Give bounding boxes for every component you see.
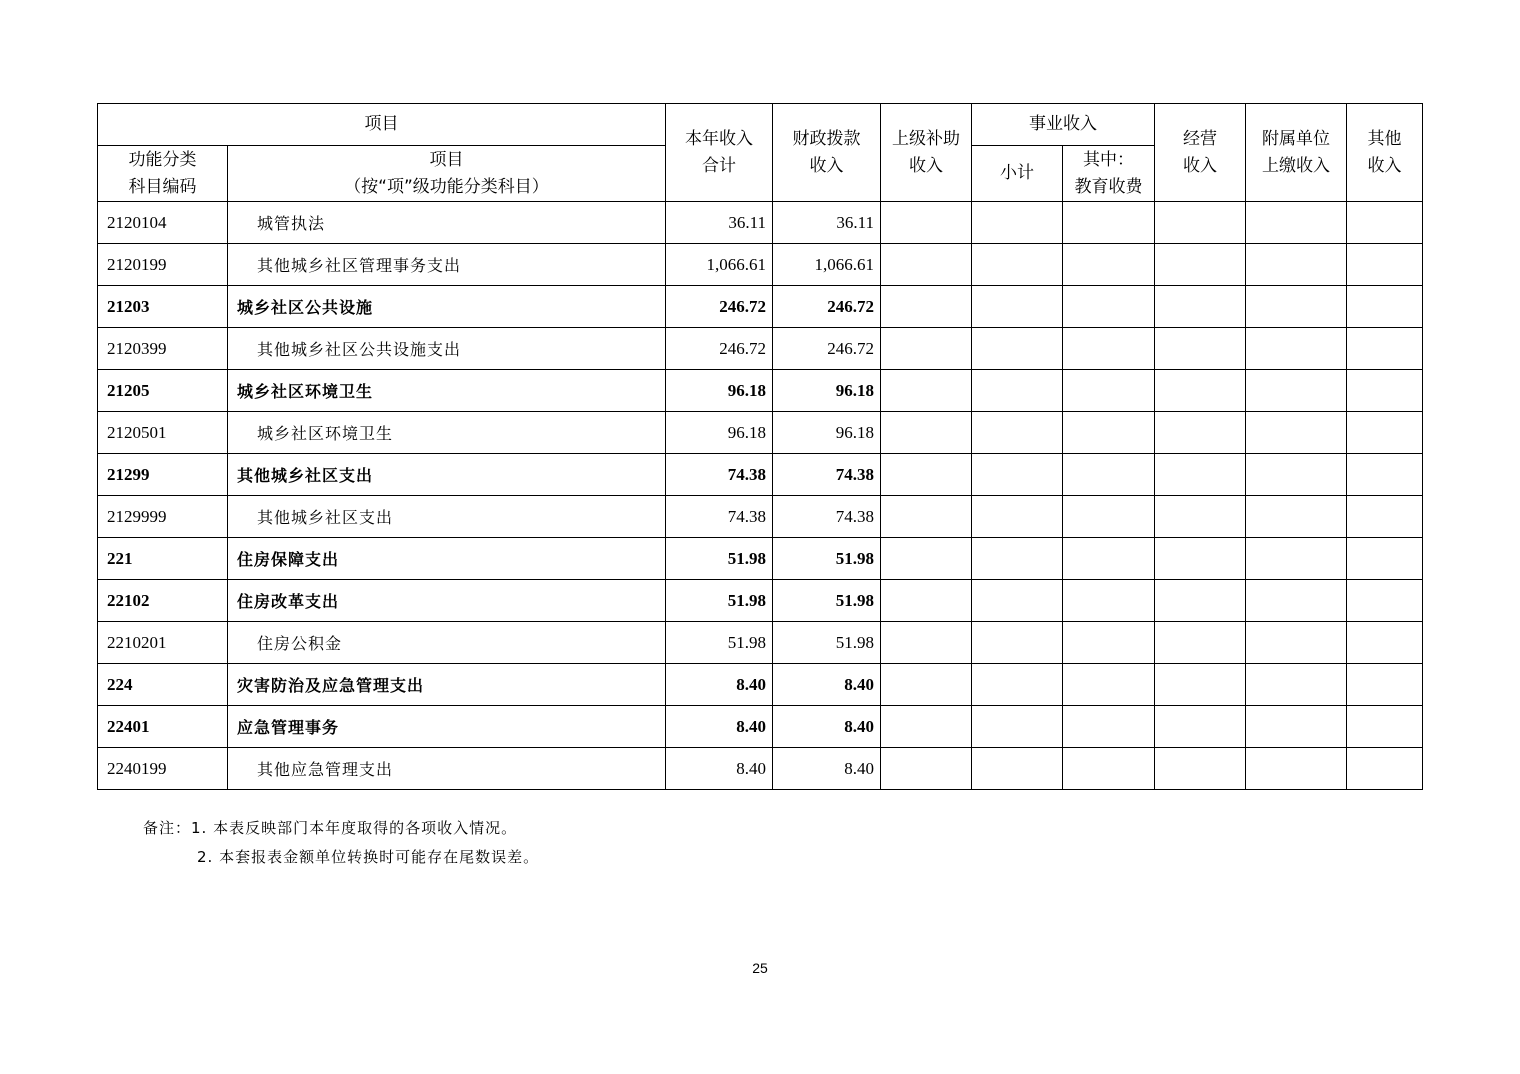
- row-code: 2240199: [98, 748, 228, 790]
- row-code: 2120399: [98, 328, 228, 370]
- row-operating: [1155, 454, 1246, 496]
- row-total: 74.38: [666, 496, 773, 538]
- row-other: [1347, 622, 1423, 664]
- table-row: [98, 748, 1423, 790]
- row-total: 8.40: [666, 748, 773, 790]
- row-affiliated: [1246, 496, 1347, 538]
- row-business-subtotal: [972, 454, 1063, 496]
- row-fiscal: 8.40: [773, 748, 881, 790]
- header-business: 事业收入: [972, 104, 1155, 146]
- row-superior: [881, 202, 972, 244]
- row-code: 21205: [98, 370, 228, 412]
- row-name: 其他城乡社区管理事务支出: [228, 244, 666, 286]
- row-code: 224: [98, 664, 228, 706]
- table-row: [98, 580, 1423, 622]
- row-code: 2129999: [98, 496, 228, 538]
- row-code: 2120501: [98, 412, 228, 454]
- row-edu-fee: [1063, 538, 1155, 580]
- row-code: 21203: [98, 286, 228, 328]
- row-business-subtotal: [972, 748, 1063, 790]
- row-superior: [881, 496, 972, 538]
- row-name: 城乡社区公共设施: [228, 286, 666, 328]
- row-superior: [881, 580, 972, 622]
- row-operating: [1155, 706, 1246, 748]
- row-other: [1347, 496, 1423, 538]
- row-fiscal: 51.98: [773, 622, 881, 664]
- row-business-subtotal: [972, 622, 1063, 664]
- row-superior: [881, 748, 972, 790]
- row-total: 8.40: [666, 706, 773, 748]
- row-affiliated: [1246, 538, 1347, 580]
- row-affiliated: [1246, 580, 1347, 622]
- header-item-name: 项目 （按“项”级功能分类科目）: [228, 146, 666, 202]
- row-fiscal: 51.98: [773, 538, 881, 580]
- row-total: 96.18: [666, 370, 773, 412]
- row-affiliated: [1246, 664, 1347, 706]
- row-business-subtotal: [972, 202, 1063, 244]
- row-superior: [881, 370, 972, 412]
- row-name: 应急管理事务: [228, 706, 666, 748]
- row-superior: [881, 244, 972, 286]
- header-fiscal: 财政拨款 收入: [773, 104, 881, 202]
- row-name: 城乡社区环境卫生: [228, 412, 666, 454]
- row-code: 2120199: [98, 244, 228, 286]
- row-business-subtotal: [972, 664, 1063, 706]
- row-total: 1,066.61: [666, 244, 773, 286]
- row-superior: [881, 454, 972, 496]
- row-name: 住房公积金: [228, 622, 666, 664]
- row-name: 其他城乡社区支出: [228, 454, 666, 496]
- header-affiliated: 附属单位 上缴收入: [1246, 104, 1347, 202]
- header-other: 其他 收入: [1347, 104, 1423, 202]
- table-row: [98, 412, 1423, 454]
- row-other: [1347, 538, 1423, 580]
- row-code: 21299: [98, 454, 228, 496]
- row-other: [1347, 286, 1423, 328]
- row-operating: [1155, 412, 1246, 454]
- row-edu-fee: [1063, 328, 1155, 370]
- row-operating: [1155, 580, 1246, 622]
- table-row: [98, 496, 1423, 538]
- table-row: [98, 244, 1423, 286]
- row-operating: [1155, 664, 1246, 706]
- row-fiscal: 74.38: [773, 496, 881, 538]
- row-code: 22401: [98, 706, 228, 748]
- row-name: 其他城乡社区支出: [228, 496, 666, 538]
- row-edu-fee: [1063, 748, 1155, 790]
- row-affiliated: [1246, 454, 1347, 496]
- income-table: [97, 103, 1423, 790]
- row-other: [1347, 706, 1423, 748]
- row-fiscal: 8.40: [773, 706, 881, 748]
- row-business-subtotal: [972, 706, 1063, 748]
- row-fiscal: 96.18: [773, 370, 881, 412]
- header-operating: 经营 收入: [1155, 104, 1246, 202]
- row-code: 22102: [98, 580, 228, 622]
- table-row: [98, 664, 1423, 706]
- row-edu-fee: [1063, 370, 1155, 412]
- row-affiliated: [1246, 706, 1347, 748]
- header-total: 本年收入 合计: [666, 104, 773, 202]
- row-affiliated: [1246, 622, 1347, 664]
- row-superior: [881, 622, 972, 664]
- row-other: [1347, 370, 1423, 412]
- row-business-subtotal: [972, 286, 1063, 328]
- row-affiliated: [1246, 328, 1347, 370]
- row-affiliated: [1246, 412, 1347, 454]
- note-2: 2. 本套报表金额单位转换时可能存在尾数误差。: [197, 848, 540, 866]
- row-fiscal: 246.72: [773, 328, 881, 370]
- header-subtotal: 小计: [972, 146, 1063, 202]
- row-fiscal: 8.40: [773, 664, 881, 706]
- row-superior: [881, 706, 972, 748]
- row-operating: [1155, 328, 1246, 370]
- row-other: [1347, 328, 1423, 370]
- row-business-subtotal: [972, 244, 1063, 286]
- row-edu-fee: [1063, 412, 1155, 454]
- row-name: 住房改革支出: [228, 580, 666, 622]
- row-affiliated: [1246, 202, 1347, 244]
- row-business-subtotal: [972, 580, 1063, 622]
- row-name: 城乡社区环境卫生: [228, 370, 666, 412]
- row-operating: [1155, 748, 1246, 790]
- row-business-subtotal: [972, 538, 1063, 580]
- page-number: 25: [752, 960, 768, 976]
- table-header: [98, 104, 1423, 202]
- note-1: 备注：1. 本表反映部门本年度取得的各项收入情况。: [143, 819, 518, 837]
- header-func-code: 功能分类 科目编码: [98, 146, 228, 202]
- row-superior: [881, 328, 972, 370]
- header-edu-fee: 其中： 教育收费: [1063, 146, 1155, 202]
- row-edu-fee: [1063, 496, 1155, 538]
- row-other: [1347, 580, 1423, 622]
- table-row: [98, 454, 1423, 496]
- row-fiscal: 51.98: [773, 580, 881, 622]
- row-name: 灾害防治及应急管理支出: [228, 664, 666, 706]
- table-row: [98, 328, 1423, 370]
- row-name: 其他城乡社区公共设施支出: [228, 328, 666, 370]
- header-item: 项目: [98, 104, 666, 146]
- row-superior: [881, 664, 972, 706]
- row-other: [1347, 454, 1423, 496]
- row-operating: [1155, 202, 1246, 244]
- row-fiscal: 96.18: [773, 412, 881, 454]
- row-total: 96.18: [666, 412, 773, 454]
- header-superior: 上级补助 收入: [881, 104, 972, 202]
- table-row: [98, 622, 1423, 664]
- row-edu-fee: [1063, 622, 1155, 664]
- row-fiscal: 246.72: [773, 286, 881, 328]
- table-row: [98, 538, 1423, 580]
- row-code: 221: [98, 538, 228, 580]
- table-body: [98, 202, 1423, 790]
- row-superior: [881, 286, 972, 328]
- row-edu-fee: [1063, 706, 1155, 748]
- row-operating: [1155, 496, 1246, 538]
- row-other: [1347, 748, 1423, 790]
- row-operating: [1155, 244, 1246, 286]
- row-business-subtotal: [972, 496, 1063, 538]
- table-row: [98, 370, 1423, 412]
- row-edu-fee: [1063, 244, 1155, 286]
- row-superior: [881, 538, 972, 580]
- row-total: 51.98: [666, 538, 773, 580]
- row-total: 51.98: [666, 622, 773, 664]
- row-other: [1347, 664, 1423, 706]
- table-row: [98, 706, 1423, 748]
- row-total: 74.38: [666, 454, 773, 496]
- row-edu-fee: [1063, 580, 1155, 622]
- row-total: 246.72: [666, 286, 773, 328]
- row-name: 城管执法: [228, 202, 666, 244]
- row-edu-fee: [1063, 286, 1155, 328]
- row-total: 246.72: [666, 328, 773, 370]
- row-total: 51.98: [666, 580, 773, 622]
- row-name: 住房保障支出: [228, 538, 666, 580]
- row-name: 其他应急管理支出: [228, 748, 666, 790]
- row-code: 2210201: [98, 622, 228, 664]
- row-other: [1347, 244, 1423, 286]
- row-total: 8.40: [666, 664, 773, 706]
- row-edu-fee: [1063, 664, 1155, 706]
- row-affiliated: [1246, 244, 1347, 286]
- row-fiscal: 1,066.61: [773, 244, 881, 286]
- row-operating: [1155, 370, 1246, 412]
- row-edu-fee: [1063, 454, 1155, 496]
- table-row: [98, 202, 1423, 244]
- row-other: [1347, 412, 1423, 454]
- row-edu-fee: [1063, 202, 1155, 244]
- table-row: [98, 286, 1423, 328]
- row-operating: [1155, 538, 1246, 580]
- row-code: 2120104: [98, 202, 228, 244]
- row-operating: [1155, 622, 1246, 664]
- row-total: 36.11: [666, 202, 773, 244]
- row-affiliated: [1246, 370, 1347, 412]
- row-business-subtotal: [972, 370, 1063, 412]
- row-superior: [881, 412, 972, 454]
- row-business-subtotal: [972, 412, 1063, 454]
- row-fiscal: 74.38: [773, 454, 881, 496]
- row-affiliated: [1246, 286, 1347, 328]
- row-business-subtotal: [972, 328, 1063, 370]
- row-operating: [1155, 286, 1246, 328]
- row-fiscal: 36.11: [773, 202, 881, 244]
- row-affiliated: [1246, 748, 1347, 790]
- row-other: [1347, 202, 1423, 244]
